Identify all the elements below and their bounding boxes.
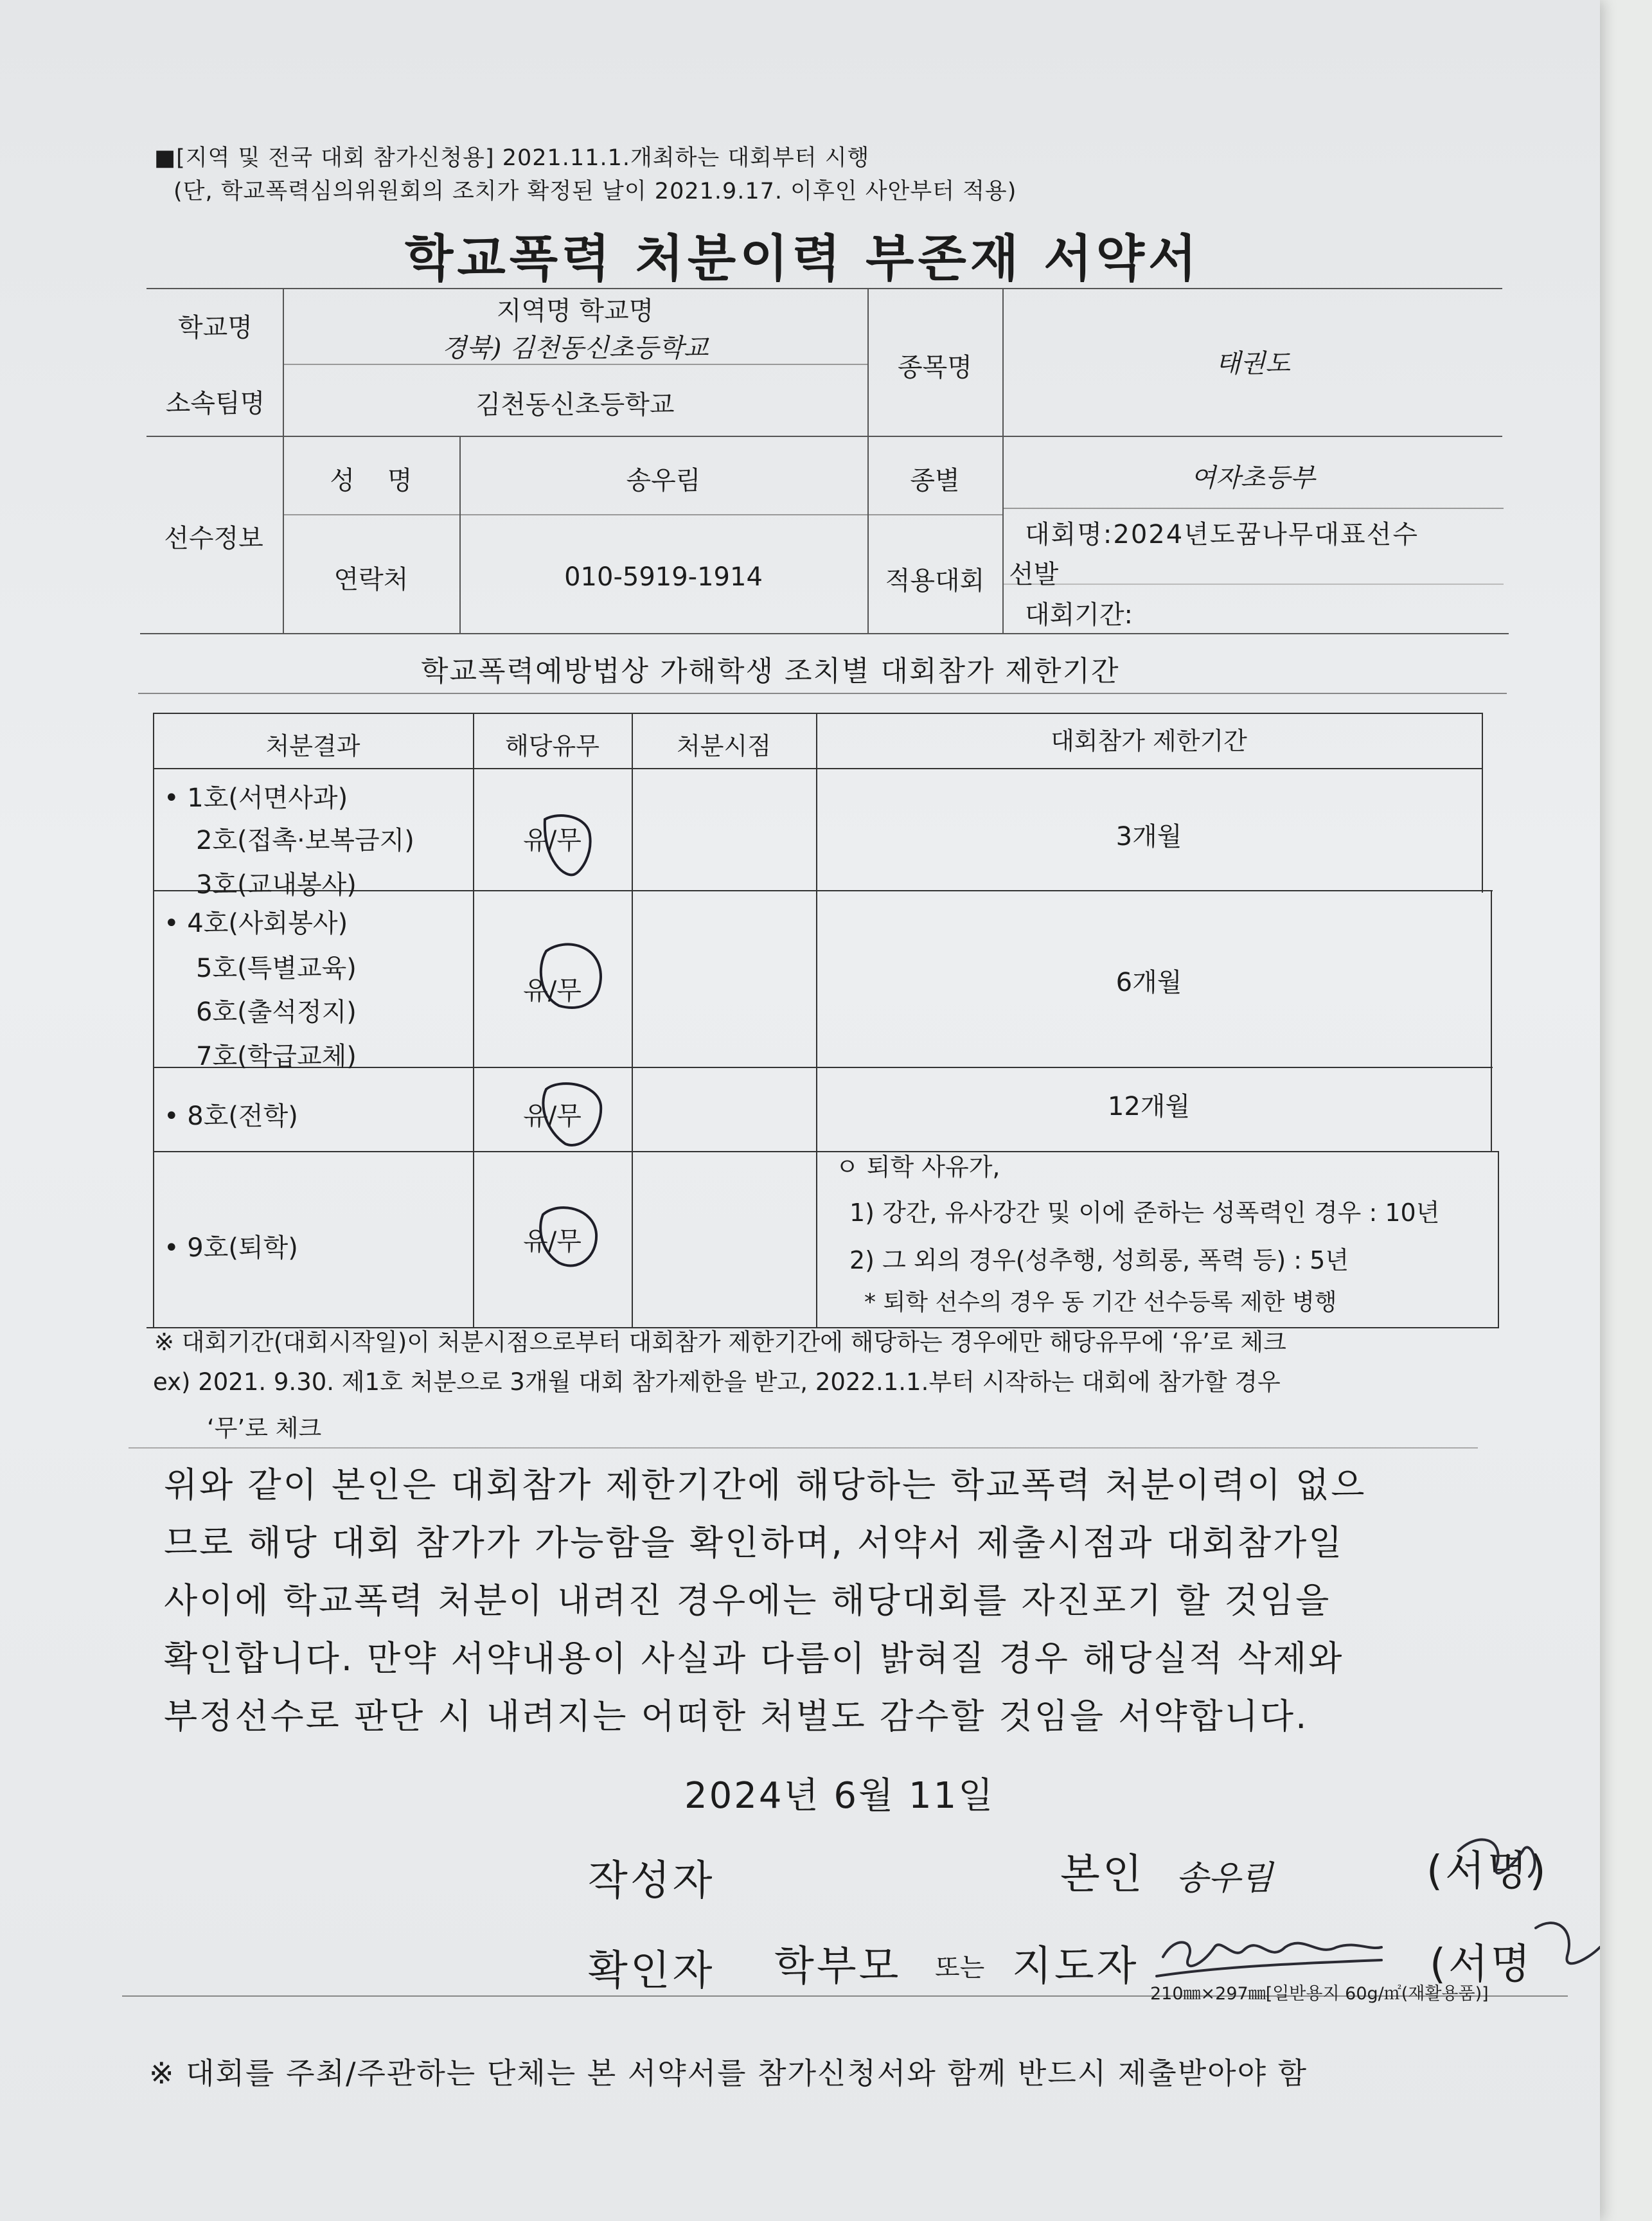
- row2-period: 6개월: [1115, 968, 1182, 997]
- row1-item: • 1호(서면사과): [164, 783, 348, 813]
- pledge-line: 확인합니다. 만약 서약내용이 사실과 다름이 밝혀질 경우 해당실적 삭제와: [164, 1638, 1344, 1679]
- row4-period-line: ㅇ 퇴학 사유가,: [835, 1153, 1000, 1181]
- row2-item: • 4호(사회봉사): [164, 909, 348, 938]
- row4-period-line: 2) 그 외의 경우(성추행, 성희롱, 폭력 등) : 5년: [849, 1246, 1349, 1274]
- row1-item: 2호(접촉·보복금지): [196, 826, 414, 855]
- writer-label: 작성자: [588, 1857, 715, 1905]
- contact-value: 010-5919-1914: [564, 562, 763, 592]
- team-label: 소속팀명: [165, 389, 265, 418]
- or-label: 또는: [935, 1953, 985, 1983]
- header-line-2: (단, 학교폭력심의위원회의 조치가 확정된 날이 2021.9.17. 이후인 사안부터 적용): [173, 179, 1017, 204]
- pledge-date: 2024년 6월 11일: [684, 1775, 995, 1817]
- pledge-line: 사이에 학교폭력 처분이 내려진 경우에는 해당대회를 자진포기 할 것임을: [164, 1580, 1331, 1621]
- pledge-line: 위와 같이 본인은 대회참가 제한기간에 해당하는 학교폭력 처분이력이 없으: [164, 1465, 1367, 1505]
- school-value: 경북) 김천동신초등학교: [441, 334, 709, 363]
- col-header-time: 처분시점: [677, 732, 771, 760]
- event-label: 종목명: [898, 353, 972, 382]
- row1-item: 3호(교내봉사): [196, 870, 357, 900]
- row2-item: 7호(학급교체): [196, 1042, 357, 1071]
- col-header-limit: 대회참가 제한기간: [1051, 727, 1247, 755]
- col-header-result: 처분결과: [265, 732, 360, 760]
- name-label: 성 명: [330, 466, 413, 495]
- self-seal-scribble: [1459, 1840, 1535, 1877]
- contact-label: 연락처: [333, 565, 409, 594]
- tournament-name-line2: 선발: [1009, 560, 1059, 589]
- event-value: 태권도: [1216, 349, 1290, 379]
- self-signature-name: 송우림: [1176, 1859, 1273, 1898]
- row3-item: • 8호(전학): [164, 1102, 298, 1131]
- self-sign-label: (서명): [1426, 1848, 1549, 1895]
- note-3: ‘무’로 체크: [207, 1414, 322, 1442]
- row1-yes-no: 유/무: [523, 826, 582, 855]
- pledge-line: 므로 해당 대회 참가가 가능함을 확인하며, 서약서 제출시점과 대회참가일: [164, 1522, 1344, 1563]
- self-label: 본인: [1060, 1851, 1145, 1898]
- row3-period: 12개월: [1107, 1092, 1191, 1121]
- tournament-period: 대회기간:: [1025, 600, 1133, 630]
- row4-period-line: 1) 강간, 유사강간 및 이에 준하는 성폭력인 경우 : 10년: [849, 1199, 1440, 1227]
- pledge-line: 부정선수로 판단 시 내려지는 어떠한 처벌도 감수할 것임을 서약합니다.: [164, 1696, 1309, 1736]
- document-title: 학교폭력 처분이력 부존재 서약서: [405, 230, 1201, 288]
- confirmer-label: 확인자: [588, 1947, 715, 1995]
- team-value: 김천동신초등학교: [475, 390, 675, 420]
- tournament-label: 적용대회: [885, 566, 985, 596]
- row1-period: 3개월: [1115, 822, 1182, 852]
- school-label: 학교명: [178, 313, 253, 343]
- row3-yes-no: 유/무: [523, 1102, 582, 1131]
- coach-sign-label: (서명: [1430, 1941, 1533, 1988]
- section-title: 학교폭력예방법상 가해학생 조치별 대회참가 제한기간: [421, 655, 1120, 688]
- note-2: ex) 2021. 9.30. 제1호 처분으로 3개월 대회 참가제한을 받고, 2022.1.1.부터 시작하는 대회에 참가할 경우: [153, 1368, 1281, 1396]
- coach-label: 지도자: [1012, 1943, 1139, 1990]
- row2-yes-no: 유/무: [523, 976, 582, 1006]
- category-value: 여자초등부: [1191, 463, 1315, 493]
- row4-item: • 9호(퇴학): [164, 1233, 298, 1263]
- tournament-name-line1: 대회명:2024년도꿈나무대표선수: [1025, 520, 1419, 549]
- header-line-1: ■[지역 및 전국 대회 참가신청용] 2021.11.1.개최하는 대회부터 시행: [154, 145, 870, 171]
- parent-label: 학부모: [774, 1943, 901, 1990]
- row2-item: 5호(특별교육): [196, 954, 357, 983]
- school-hint: 지역명 학교명: [496, 296, 654, 326]
- col-header-applicable: 해당유무: [505, 732, 600, 760]
- row4-period-line: * 퇴학 선수의 경우 동 기간 선수등록 제한 병행: [864, 1289, 1337, 1316]
- coach-signature-underline: [1157, 1960, 1381, 1976]
- paper-spec: 210㎜×297㎜[일반용지 60g/㎡(재활용품)]: [1150, 1984, 1489, 2004]
- category-label: 종별: [910, 466, 960, 495]
- note-1: ※ 대회기간(대회시작일)이 처분시점으로부터 대회참가 제한기간에 해당하는 경우에만 해당유무에 ‘유’로 체크: [154, 1328, 1286, 1356]
- name-value: 송우림: [626, 466, 701, 495]
- row4-yes-no: 유/무: [523, 1227, 582, 1256]
- coach-seal-scribble: [1536, 1923, 1600, 1963]
- row2-item: 6호(출석정지): [196, 997, 357, 1027]
- player-info-label: 선수정보: [164, 524, 263, 553]
- footer-note: ※ 대회를 주최/주관하는 단체는 본 서약서를 참가신청서와 함께 반드시 제출받아야 함: [149, 2056, 1308, 2091]
